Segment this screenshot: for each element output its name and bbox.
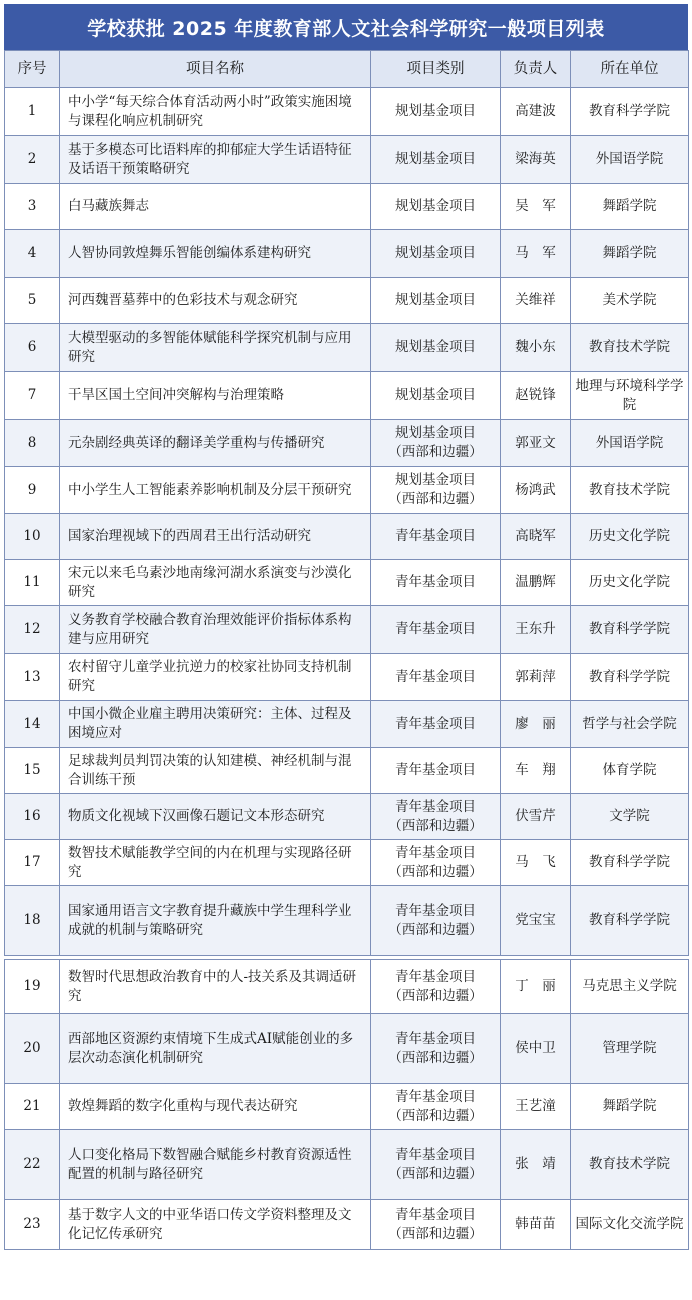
cell-no: 3 bbox=[5, 184, 60, 230]
table-row bbox=[5, 420, 689, 467]
cell-type bbox=[371, 1130, 501, 1200]
cell-leader: 车 翔 bbox=[501, 748, 571, 794]
cell-type bbox=[371, 560, 501, 606]
cell-type bbox=[371, 136, 501, 184]
cell-project-name: 义务教育学校融合教育治理效能评价指标体系构建与应用研究 bbox=[60, 606, 371, 654]
cell-type-main: 青年基金项目 bbox=[395, 844, 476, 861]
cell-type-main: 青年基金项目 bbox=[395, 668, 476, 685]
cell-type bbox=[371, 230, 501, 278]
table-title: 学校获批 2025 年度教育部人文社会科学研究一般项目列表 bbox=[4, 4, 688, 50]
cell-no: 12 bbox=[5, 606, 60, 654]
document-page bbox=[4, 4, 688, 1250]
table-row bbox=[5, 1130, 689, 1200]
cell-no: 1 bbox=[5, 88, 60, 136]
cell-type-main: 青年基金项目 bbox=[395, 798, 476, 815]
cell-type-main: 规划基金项目 bbox=[395, 151, 476, 167]
cell-unit: 体育学院 bbox=[571, 748, 689, 794]
cell-no: 5 bbox=[5, 278, 60, 324]
cell-type bbox=[371, 88, 501, 136]
table-row bbox=[5, 136, 689, 184]
cell-type bbox=[371, 184, 501, 230]
cell-project-name: 白马藏族舞志 bbox=[60, 184, 371, 230]
cell-type-sub: （西部和边疆） bbox=[388, 1225, 483, 1242]
cell-leader: 魏小东 bbox=[501, 324, 571, 372]
cell-unit: 教育科学学院 bbox=[571, 88, 689, 136]
cell-project-name: 农村留守儿童学业抗逆力的校家社协同支持机制研究 bbox=[60, 654, 371, 701]
table-row bbox=[5, 960, 689, 1014]
cell-no: 9 bbox=[5, 467, 60, 514]
table-row bbox=[5, 324, 689, 372]
cell-project-name: 基于数字人文的中亚华语口传文学资料整理及文化记忆传承研究 bbox=[60, 1200, 371, 1250]
cell-project-name: 足球裁判员判罚决策的认知建模、神经机制与混合训练干预 bbox=[60, 748, 371, 794]
cell-unit: 舞蹈学院 bbox=[571, 1084, 689, 1130]
cell-unit: 舞蹈学院 bbox=[571, 184, 689, 230]
header-unit: 所在单位 bbox=[571, 51, 689, 88]
table-row bbox=[5, 606, 689, 654]
cell-project-name: 中国小微企业雇主聘用决策研究：主体、过程及困境应对 bbox=[60, 701, 371, 748]
cell-leader: 高建波 bbox=[501, 88, 571, 136]
cell-leader: 马 飞 bbox=[501, 840, 571, 886]
cell-type-sub: （西部和边疆） bbox=[388, 863, 483, 880]
cell-type-sub: （西部和边疆） bbox=[388, 817, 483, 834]
cell-type-main: 青年基金项目 bbox=[395, 1088, 476, 1105]
cell-type-main: 规划基金项目 bbox=[395, 472, 476, 488]
header-no: 序号 bbox=[5, 51, 60, 88]
cell-unit: 教育技术学院 bbox=[571, 324, 689, 372]
table-row bbox=[5, 840, 689, 886]
cell-leader: 王东升 bbox=[501, 606, 571, 654]
cell-project-name: 中小学“每天综合体育活动两小时”政策实施困境与课程化响应机制研究 bbox=[60, 88, 371, 136]
table-row bbox=[5, 372, 689, 420]
cell-project-name: 中小学生人工智能素养影响机制及分层干预研究 bbox=[60, 467, 371, 514]
cell-no: 19 bbox=[5, 960, 60, 1014]
table-row bbox=[5, 701, 689, 748]
cell-project-name: 西部地区资源约束情境下生成式AI赋能创业的多层次动态演化机制研究 bbox=[60, 1014, 371, 1084]
cell-project-name: 数智时代思想政治教育中的人-技关系及其调适研究 bbox=[60, 960, 371, 1014]
table-row bbox=[5, 748, 689, 794]
cell-no: 18 bbox=[5, 886, 60, 956]
cell-no: 23 bbox=[5, 1200, 60, 1250]
cell-no: 2 bbox=[5, 136, 60, 184]
cell-no: 11 bbox=[5, 560, 60, 606]
cell-no: 16 bbox=[5, 794, 60, 840]
cell-no: 22 bbox=[5, 1130, 60, 1200]
cell-type-sub: （西部和边疆） bbox=[388, 444, 483, 460]
cell-unit: 国际文化交流学院 bbox=[571, 1200, 689, 1250]
cell-type bbox=[371, 1200, 501, 1250]
table-row bbox=[5, 654, 689, 701]
cell-type-main: 规划基金项目 bbox=[395, 292, 476, 308]
cell-leader: 王艺潼 bbox=[501, 1084, 571, 1130]
cell-type-main: 规划基金项目 bbox=[395, 425, 476, 441]
cell-unit: 外国语学院 bbox=[571, 136, 689, 184]
cell-type bbox=[371, 654, 501, 701]
cell-unit: 历史文化学院 bbox=[571, 560, 689, 606]
cell-leader: 高晓军 bbox=[501, 514, 571, 560]
header-name: 项目名称 bbox=[60, 51, 371, 88]
cell-unit: 教育技术学院 bbox=[571, 467, 689, 514]
cell-type-sub: （西部和边疆） bbox=[388, 491, 483, 507]
cell-unit: 外国语学院 bbox=[571, 420, 689, 467]
cell-project-name: 人智协同敦煌舞乐智能创编体系建构研究 bbox=[60, 230, 371, 278]
cell-leader: 韩苗苗 bbox=[501, 1200, 571, 1250]
table-row bbox=[5, 1200, 689, 1250]
header-row bbox=[5, 51, 689, 88]
cell-unit: 哲学与社会学院 bbox=[571, 701, 689, 748]
cell-type-sub: （西部和边疆） bbox=[388, 1165, 483, 1182]
cell-project-name: 元杂剧经典英译的翻译美学重构与传播研究 bbox=[60, 420, 371, 467]
cell-unit: 马克思主义学院 bbox=[571, 960, 689, 1014]
cell-type bbox=[371, 467, 501, 514]
cell-type bbox=[371, 278, 501, 324]
cell-unit: 教育科学学院 bbox=[571, 886, 689, 956]
cell-type-sub: （西部和边疆） bbox=[388, 987, 483, 1004]
table-row bbox=[5, 230, 689, 278]
cell-type bbox=[371, 748, 501, 794]
cell-unit: 管理学院 bbox=[571, 1014, 689, 1084]
cell-project-name: 干旱区国土空间冲突解构与治理策略 bbox=[60, 372, 371, 420]
cell-type-main: 青年基金项目 bbox=[395, 968, 476, 985]
cell-no: 15 bbox=[5, 748, 60, 794]
cell-type-main: 青年基金项目 bbox=[395, 1030, 476, 1047]
cell-type bbox=[371, 372, 501, 420]
cell-unit: 地理与环境科学学院 bbox=[571, 372, 689, 420]
table-row bbox=[5, 794, 689, 840]
cell-type bbox=[371, 514, 501, 560]
cell-project-name: 人口变化格局下数智融合赋能乡村教育资源适性配置的机制与路径研究 bbox=[60, 1130, 371, 1200]
cell-type-sub: （西部和边疆） bbox=[388, 1107, 483, 1124]
cell-unit: 舞蹈学院 bbox=[571, 230, 689, 278]
table-row bbox=[5, 514, 689, 560]
cell-project-name: 大模型驱动的多智能体赋能科学探究机制与应用研究 bbox=[60, 324, 371, 372]
cell-leader: 郭亚文 bbox=[501, 420, 571, 467]
cell-type-main: 青年基金项目 bbox=[395, 762, 476, 778]
cell-unit: 美术学院 bbox=[571, 278, 689, 324]
cell-type-main: 青年基金项目 bbox=[395, 528, 476, 544]
table-row bbox=[5, 467, 689, 514]
cell-leader: 马 军 bbox=[501, 230, 571, 278]
cell-type-main: 规划基金项目 bbox=[395, 339, 476, 355]
cell-type-main: 青年基金项目 bbox=[395, 902, 476, 919]
cell-no: 8 bbox=[5, 420, 60, 467]
table-row bbox=[5, 560, 689, 606]
cell-project-name: 宋元以来毛乌素沙地南缘河湖水系演变与沙漠化研究 bbox=[60, 560, 371, 606]
table-row bbox=[5, 1014, 689, 1084]
cell-leader: 张 靖 bbox=[501, 1130, 571, 1200]
cell-leader: 郭莉萍 bbox=[501, 654, 571, 701]
cell-type-main: 青年基金项目 bbox=[395, 1146, 476, 1163]
cell-leader: 廖 丽 bbox=[501, 701, 571, 748]
table-row bbox=[5, 184, 689, 230]
cell-type bbox=[371, 606, 501, 654]
project-table bbox=[4, 50, 689, 1250]
cell-project-name: 敦煌舞蹈的数字化重构与现代表达研究 bbox=[60, 1084, 371, 1130]
cell-no: 21 bbox=[5, 1084, 60, 1130]
cell-leader: 伏雪芹 bbox=[501, 794, 571, 840]
cell-unit: 教育科学学院 bbox=[571, 654, 689, 701]
cell-project-name: 数智技术赋能教学空间的内在机理与实现路径研究 bbox=[60, 840, 371, 886]
cell-project-name: 国家治理视域下的西周君王出行活动研究 bbox=[60, 514, 371, 560]
cell-project-name: 河西魏晋墓葬中的色彩技术与观念研究 bbox=[60, 278, 371, 324]
cell-type bbox=[371, 960, 501, 1014]
cell-leader: 赵锐锋 bbox=[501, 372, 571, 420]
table-row bbox=[5, 88, 689, 136]
cell-type-main: 规划基金项目 bbox=[395, 198, 476, 214]
cell-leader: 杨鸿武 bbox=[501, 467, 571, 514]
cell-leader: 吴 军 bbox=[501, 184, 571, 230]
cell-type-main: 规划基金项目 bbox=[395, 245, 476, 261]
cell-project-name: 基于多模态可比语料库的抑郁症大学生话语特征及话语干预策略研究 bbox=[60, 136, 371, 184]
cell-no: 10 bbox=[5, 514, 60, 560]
cell-no: 4 bbox=[5, 230, 60, 278]
cell-type-main: 青年基金项目 bbox=[395, 621, 476, 637]
cell-type-main: 青年基金项目 bbox=[395, 574, 476, 590]
header-type: 项目类别 bbox=[371, 51, 501, 88]
cell-type bbox=[371, 701, 501, 748]
header-leader: 负责人 bbox=[501, 51, 571, 88]
cell-type-main: 规划基金项目 bbox=[395, 103, 476, 119]
cell-type bbox=[371, 1084, 501, 1130]
cell-unit: 文学院 bbox=[571, 794, 689, 840]
cell-type bbox=[371, 886, 501, 956]
cell-no: 14 bbox=[5, 701, 60, 748]
cell-type bbox=[371, 420, 501, 467]
cell-type-main: 青年基金项目 bbox=[395, 715, 476, 732]
cell-no: 13 bbox=[5, 654, 60, 701]
cell-leader: 梁海英 bbox=[501, 136, 571, 184]
cell-unit: 教育技术学院 bbox=[571, 1130, 689, 1200]
cell-type-sub: （西部和边疆） bbox=[388, 1049, 483, 1066]
cell-type bbox=[371, 840, 501, 886]
cell-type bbox=[371, 794, 501, 840]
table-row bbox=[5, 278, 689, 324]
cell-project-name: 物质文化视域下汉画像石题记文本形态研究 bbox=[60, 794, 371, 840]
table-row bbox=[5, 886, 689, 956]
cell-leader: 关维祥 bbox=[501, 278, 571, 324]
cell-type-main: 规划基金项目 bbox=[395, 387, 476, 403]
cell-leader: 党宝宝 bbox=[501, 886, 571, 956]
cell-unit: 教育科学学院 bbox=[571, 840, 689, 886]
cell-type-sub: （西部和边疆） bbox=[388, 921, 483, 938]
cell-type bbox=[371, 324, 501, 372]
cell-project-name: 国家通用语言文字教育提升藏族中学生理科学业成就的机制与策略研究 bbox=[60, 886, 371, 956]
cell-type-main: 青年基金项目 bbox=[395, 1206, 476, 1223]
cell-no: 7 bbox=[5, 372, 60, 420]
table-row bbox=[5, 1084, 689, 1130]
cell-no: 20 bbox=[5, 1014, 60, 1084]
cell-unit: 历史文化学院 bbox=[571, 514, 689, 560]
cell-leader: 温鹏辉 bbox=[501, 560, 571, 606]
cell-leader: 丁 丽 bbox=[501, 960, 571, 1014]
table-body bbox=[5, 88, 689, 1250]
cell-type bbox=[371, 1014, 501, 1084]
cell-unit: 教育科学学院 bbox=[571, 606, 689, 654]
cell-no: 6 bbox=[5, 324, 60, 372]
cell-leader: 侯中卫 bbox=[501, 1014, 571, 1084]
cell-no: 17 bbox=[5, 840, 60, 886]
